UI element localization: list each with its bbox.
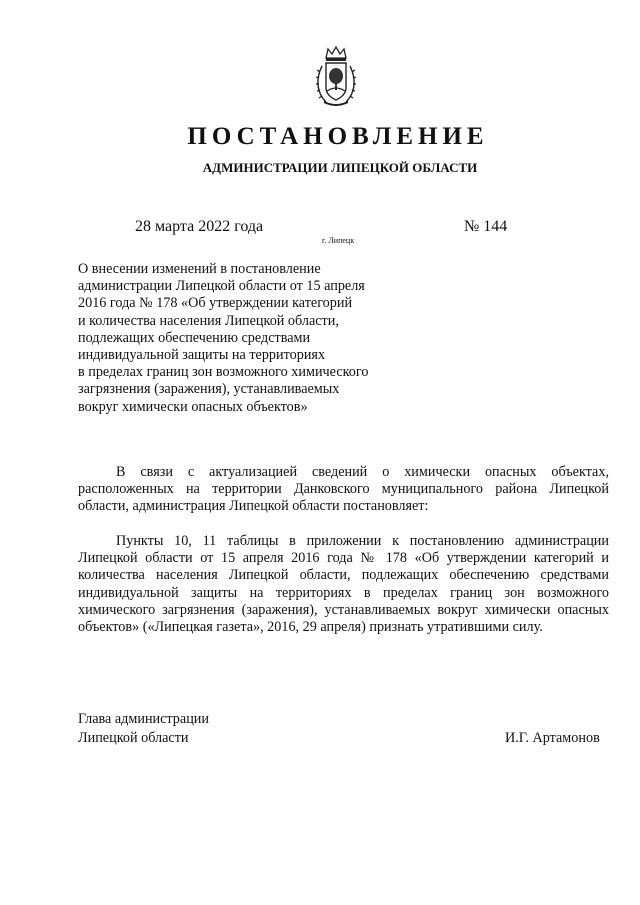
subject-line: и количества населения Липецкой области, bbox=[78, 312, 339, 329]
document-place: г. Липецк bbox=[322, 236, 355, 245]
signatory-position-line: Глава администрации bbox=[78, 711, 209, 727]
subject-line: подлежащих обеспечению средствами bbox=[78, 329, 311, 346]
subject-line: О внесении изменений в постановление bbox=[78, 261, 321, 277]
body-paragraph: Пункты 10, 11 таблицы в приложении к постановлению администрации Липецкой области от 15 апреля 2016 года № 178 «Об утверждении категорий и количества населения Липецкой области, подлежащих обеспечению средствами индивидуальной защиты на территориях в пределах границ зон возможного химического загрязнения (заражения), устанавливаемых вокруг химически опасных объектов» («Липецкая газета», 2016, 29 апреля) признать утратившими силу. bbox=[78, 533, 609, 636]
document-date: 28 марта 2022 года bbox=[135, 218, 264, 235]
subject-line: загрязнения (заражения), устанавливаемых bbox=[78, 381, 340, 398]
signatory-position bbox=[78, 710, 209, 748]
subject-line: администрации Липецкой области от 15 апреля bbox=[78, 278, 365, 295]
subject-line: в пределах границ зон возможного химического bbox=[78, 364, 369, 381]
body-paragraph: В связи с актуализацией сведений о химически опасных объектах, расположенных на территории Данковского муниципального района Липецкой области, администрация Липецкой области постановляет: bbox=[78, 464, 609, 515]
subject-line: 2016 года № 178 «Об утверждении категорий bbox=[78, 295, 353, 312]
document-subject bbox=[78, 261, 408, 416]
document-title: ПОСТАНОВЛЕНИЕ bbox=[187, 123, 489, 150]
document-number: № 144 bbox=[464, 218, 508, 235]
subject-line: вокруг химически опасных объектов» bbox=[78, 398, 308, 415]
lipetsk-region-coat-of-arms-icon bbox=[314, 44, 358, 110]
signatory-name: И.Г. Артамонов bbox=[505, 730, 600, 746]
subject-line: индивидуальной защиты на территориях bbox=[78, 347, 326, 364]
issuer-name: АДМИНИСТРАЦИИ ЛИПЕЦКОЙ ОБЛАСТИ bbox=[202, 160, 478, 175]
signatory-position-line: Липецкой области bbox=[78, 730, 189, 746]
